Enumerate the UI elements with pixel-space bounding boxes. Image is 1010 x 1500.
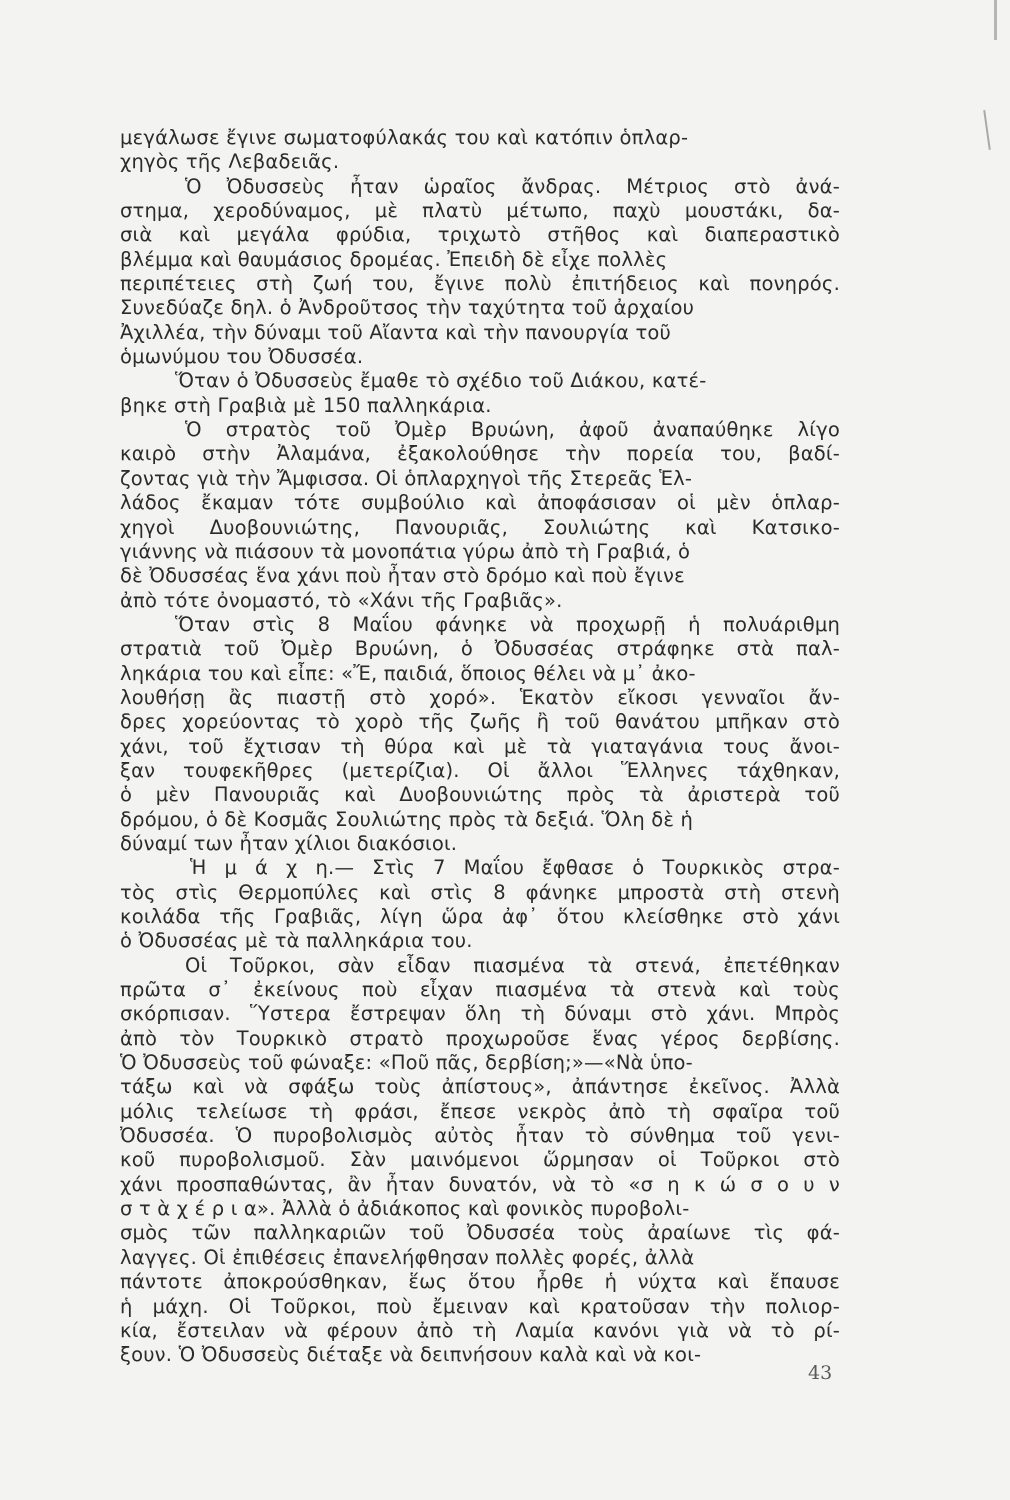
text-line: περιπέτειες στὴ ζωή του, ἔγινε πολὺ ἐπιτήδειος καὶ πονηρός. <box>120 272 840 296</box>
text-line: Οἱ Τοῦρκοι, σὰν εἶδαν πιασμένα τὰ στενά, ἐπετέθηκαν <box>185 953 841 977</box>
text-line: πάντοτε ἀποκρούσθηκαν, ἕως ὅτου ἦρθε ἡ νύχτα καὶ ἔπαυσε <box>120 1270 840 1294</box>
text-line: Ὅταν ὁ Ὀδυσσεὺς ἔμαθε τὸ σχέδιο τοῦ Διάκου, κατέ- <box>175 369 707 393</box>
text-line: δὲ Ὀδυσσέας ἕνα χάνι ποὺ ἦταν στὸ δρόμο καὶ ποὺ ἔγινε <box>120 564 685 588</box>
text-line: τὸς στὶς Θερμοπύλες καὶ στὶς 8 φάνηκε μπροστὰ στὴ στενὴ <box>120 880 840 904</box>
text-line: Ἡ μ ά χ η.— Στὶς 7 Μαΐου ἔφθασε ὁ Τουρκικὸς στρα- <box>190 856 840 880</box>
text-line: μόλις τελείωσε τὴ φράσι, ἔπεσε νεκρὸς ἀπὸ τὴ σφαῖρα τοῦ <box>120 1099 840 1123</box>
text-line: σιὰ καὶ μεγάλα φρύδια, τριχωτὸ στῆθος καὶ διαπεραστικὸ <box>120 223 840 247</box>
text-line: πρῶτα σ᾽ ἐκείνους ποὺ εἶχαν πιασμένα τὰ στενὰ καὶ τοὺς <box>120 978 840 1002</box>
text-line: κοῦ πυροβολισμοῦ. Σὰν μαινόμενοι ὥρμησαν οἱ Τοῦρκοι στὸ <box>120 1148 840 1172</box>
text-line: κία, ἔστειλαν νὰ φέρουν ἀπὸ τὴ Λαμία κανόνι γιὰ νὰ τὸ ρί- <box>120 1318 841 1342</box>
text-line: καιρὸ στὴν Ἀλαμάνα, ἐξακολούθησε τὴν πορεία του, βαδί- <box>120 442 840 466</box>
text-line: ξαν τουφεκῆθρες (μετερίζια). Οἱ ἄλλοι Ἕλληνες τάχθηκαν, <box>120 758 840 782</box>
text-line: Ὀδυσσέα. Ὁ πυροβολισμὸς αὐτὸς ἦταν τὸ σύνθημα τοῦ γενι- <box>120 1124 841 1148</box>
text-line: σμὸς τῶν παλληκαριῶν τοῦ Ὀδυσσέα τοὺς ἀραίωνε τὶς φά- <box>120 1221 841 1245</box>
page-number: 43 <box>808 1362 833 1384</box>
text-line: κοιλάδα τῆς Γραβιᾶς, λίγη ὥρα ἀφ᾽ ὅτου κλείσθηκε στὸ χάνι <box>120 905 840 928</box>
text-line: λάδος ἔκαμαν τότε συμβούλιο καὶ ἀποφάσισαν οἱ μὲν ὁπλαρ- <box>120 491 840 515</box>
text-line: λουθήσῃ ἂς πιαστῇ στὸ χορό». Ἑκατὸν εἴκοσι γενναῖοι ἄν- <box>120 685 840 709</box>
text-line: ληκάρια του καὶ εἶπε: «Ἔ, παιδιά, ὅποιος θέλει νὰ μ᾽ ἀκο- <box>120 661 696 685</box>
text-line: δύναμί των ἦταν χίλιοι διακόσιοι. <box>120 831 458 855</box>
text-line: λαγγες. Οἱ ἐπιθέσεις ἐπανελήφθησαν πολλὲς φορές, ἀλλὰ <box>120 1245 695 1269</box>
text-line: ὁμωνύμου του Ὀδυσσέα. <box>120 345 364 369</box>
text-line: γιάννης νὰ πιάσουν τὰ μονοπάτια γύρω ἀπὸ τὴ Γραβιά, ὁ <box>120 539 691 563</box>
text-line: βλέμμα καὶ θαυμάσιος δρομέας. Ἐπειδὴ δὲ εἶχε πολλὲς <box>120 247 668 271</box>
binding-edge-mark <box>994 0 997 40</box>
text-line: ἀπὸ τὸν Τουρκικὸ στρατὸ προχωροῦσε ἕνας γέρος δερβίσης. <box>120 1026 840 1050</box>
text-line: Ἀχιλλέα, τὴν δύναμι τοῦ Αἴαντα καὶ τὴν πανουργία τοῦ <box>120 320 672 344</box>
text-line: τάξω καὶ νὰ σφάξω τοὺς ἀπίστους», ἀπάντησε ἐκεῖνος. Ἀλλὰ <box>120 1075 841 1099</box>
text-line: ὁ Ὀδυσσέας μὲ τὰ παλληκάρια του. <box>120 929 473 953</box>
text-line: ἡ μάχη. Οἱ Τοῦρκοι, ποὺ ἔμειναν καὶ κρατοῦσαν τὴν πολιορ- <box>120 1294 840 1318</box>
text-line: στρατιὰ τοῦ Ὀμὲρ Βρυώνη, ὁ Ὀδυσσέας στράφηκε στὰ παλ- <box>120 637 841 661</box>
text-line: Ὅταν στὶς 8 Μαΐου φάνηκε νὰ προχωρῇ ἡ πολυάριθμη <box>175 612 841 636</box>
paper-mark <box>983 110 991 150</box>
text-line: χηγὸς τῆς Λεβαδειᾶς. <box>120 150 340 174</box>
text-line: στημα, χεροδύναμος, μὲ πλατὺ μέτωπο, παχὺ μουστάκι, δα- <box>120 199 841 223</box>
text-line: χάνι, τοῦ ἔχτισαν τὴ θύρα καὶ μὲ τὰ γιαταγάνια τους ἄνοι- <box>120 734 840 758</box>
text-line: ἀπὸ τότε ὀνομαστό, τὸ «Χάνι τῆς Γραβιᾶς». <box>120 588 563 612</box>
text-line: μεγάλωσε ἔγινε σωματοφύλακάς του καὶ κατόπιν ὁπλαρ- <box>120 126 689 149</box>
text-line: χάνι προσπαθώντας, ἂν ἦταν δυνατόν, νὰ τὸ «σ η κ ώ σ ο υ ν <box>120 1172 840 1196</box>
text-line: Ὁ Ὀδυσσεὺς ἦταν ὡραῖος ἄνδρας. Μέτριος στὸ ἀνά- <box>185 174 840 198</box>
text-line: σ τ ὰ χ έ ρ ι α». Ἀλλὰ ὁ ἀδιάκοπος καὶ φονικὸς πυροβολι- <box>120 1197 690 1221</box>
text-line: Συνεδύαζε δηλ. ὁ Ἀνδροῦτσος τὴν ταχύτητα τοῦ ἀρχαίου <box>120 296 695 320</box>
text-line: ζοντας γιὰ τὴν Ἄμφισσα. Οἱ ὁπλαρχηγοὶ τῆς Στερεᾶς Ἑλ- <box>120 466 693 490</box>
text-line: δρες χορεύοντας τὸ χορὸ τῆς ζωῆς ἢ τοῦ θανάτου μπῆκαν στὸ <box>120 710 840 734</box>
text-line: ὁ μὲν Πανουριᾶς καὶ Δυοβουνιώτης πρὸς τὰ ἀριστερὰ τοῦ <box>120 783 840 807</box>
text-line: δρόμου, ὁ δὲ Κοσμᾶς Σουλιώτης πρὸς τὰ δεξιά. Ὅλη δὲ ἡ <box>120 807 694 831</box>
text-line: βηκε στὴ Γραβιὰ μὲ 150 παλληκάρια. <box>120 393 492 417</box>
body-text <box>120 126 840 1368</box>
text-line: Ὁ Ὀδυσσεὺς τοῦ φώναξε: «Ποῦ πᾶς, δερβίση;»—«Νὰ ὑπο- <box>120 1051 693 1075</box>
text-line: Ὁ στρατὸς τοῦ Ὀμὲρ Βρυώνη, ἀφοῦ ἀναπαύθηκε λίγο <box>185 418 840 442</box>
text-line: ξουν. Ὁ Ὀδυσσεὺς διέταξε νὰ δειπνήσουν καλὰ καὶ νὰ κοι- <box>120 1343 702 1367</box>
text-line: χηγοὶ Δυοβουνιώτης, Πανουριᾶς, Σουλιώτης καὶ Κατσικο- <box>120 515 840 539</box>
text-line: σκόρπισαν. Ὕστερα ἔστρεψαν ὅλη τὴ δύναμι στὸ χάνι. Μπρὸς <box>120 1002 840 1026</box>
